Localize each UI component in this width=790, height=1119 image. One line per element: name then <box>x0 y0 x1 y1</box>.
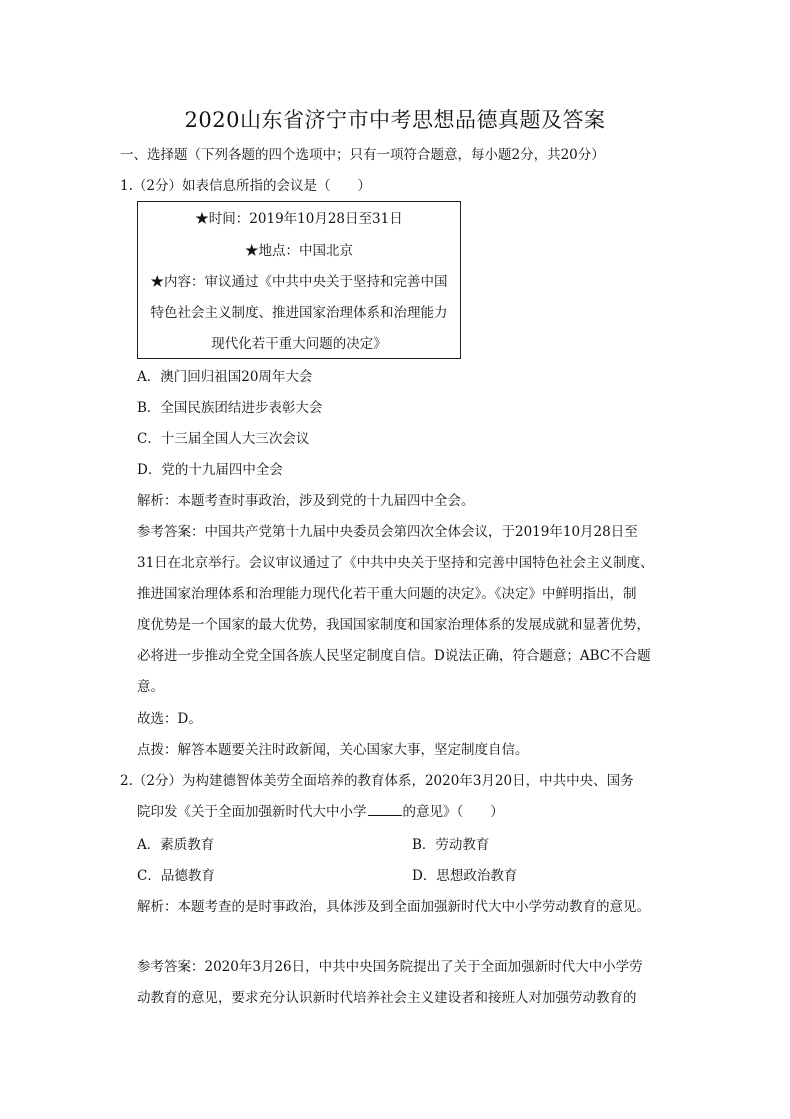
q2-option-d: D．思想政治教育 <box>412 868 518 884</box>
question-1-stem: 1.（2分）如表信息所指的会议是（ ） <box>120 178 371 194</box>
q1-answer-line: 31日在北京举行。会议审议通过了《中共中央关于坚持和完善中国特色社会主义制度、 <box>137 555 654 571</box>
q2-answer-line: 动教育的意见，要求充分认识新时代培养社会主义建设者和接班人对加强劳动教育的 <box>137 990 637 1006</box>
question-2-stem-line1: 2.（2分）为构建德智体美劳全面培养的教育体系，2020年3月20日，中共中央、国务 <box>120 773 634 789</box>
q1-answer-line: 意。 <box>137 679 164 695</box>
info-time: ★时间：2019年10月28日至31日 <box>195 211 403 227</box>
stem-text-after-blank: 的意见》（ ） <box>402 804 504 820</box>
q1-option-b: B．全国民族团结进步表彰大会 <box>137 400 323 416</box>
stem-text-before-blank: 院印发《关于全面加强新时代大中小学 <box>137 804 367 820</box>
q1-tip: 点拨：解答本题要关注时政新闻，关心国家大事，坚定制度自信。 <box>137 742 529 758</box>
q2-option-c: C．品德教育 <box>137 868 215 884</box>
q1-option-a: A．澳门回归祖国20周年大会 <box>137 369 313 385</box>
q2-option-a: A．素质教育 <box>137 837 215 853</box>
info-content-line3: 现代化若干重大问题的决定》 <box>211 336 387 352</box>
q1-answer-line: 参考答案：中国共产党第十九届中央委员会第四次全体会议，于2019年10月28日至 <box>137 524 638 540</box>
q1-option-c: C．十三届全国人大三次会议 <box>137 431 310 447</box>
q2-analysis: 解析：本题考查的是时事政治，具体涉及到全面加强新时代大中小学劳动教育的意见。 <box>137 899 650 915</box>
page-title: 2020山东省济宁市中考思想品德真题及答案 <box>184 108 606 132</box>
fill-in-blank <box>368 803 402 816</box>
q1-choice: 故选：D。 <box>137 711 202 727</box>
q2-option-b: B．劳动教育 <box>412 837 490 853</box>
q2-answer-line: 参考答案：2020年3月26日，中共中央国务院提出了关于全面加强新时代大中小学劳 <box>137 959 643 975</box>
section-heading: 一、选择题（下列各题的四个选项中；只有一项符合题意，每小题2分，共20分） <box>120 147 605 163</box>
question-2-stem-line2 <box>137 803 504 821</box>
q1-answer-line: 度优势是一个国家的最大优势，我国国家制度和国家治理体系的发展成就和显著优势， <box>137 617 650 633</box>
info-place: ★地点：中国北京 <box>245 243 353 259</box>
q1-answer-line: 必将进一步推动全党全国各族人民坚定制度自信。D说法正确，符合题意；ABC不合题 <box>137 648 651 664</box>
q1-analysis: 解析：本题考查时事政治，涉及到党的十九届四中全会。 <box>137 493 475 509</box>
q1-answer-line: 推进国家治理体系和治理能力现代化若干重大问题的决定》。《决定》中鲜明指出，制 <box>137 586 637 602</box>
info-content-line2: 特色社会主义制度、推进国家治理体系和治理能力 <box>150 305 448 321</box>
q1-option-d: D．党的十九届四中全会 <box>137 462 283 478</box>
info-content-line1: ★内容：审议通过《中共中央关于坚持和完善中国 <box>150 274 448 290</box>
info-table-box <box>137 201 461 359</box>
